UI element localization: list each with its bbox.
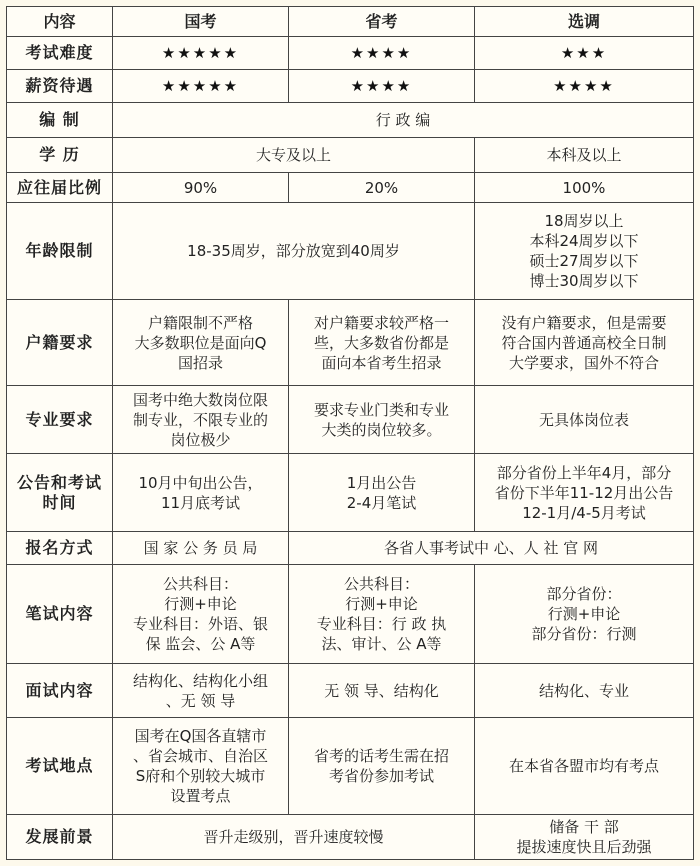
interview-xuandiao: 结构化、专业 — [475, 664, 694, 718]
ratio-row — [7, 173, 694, 203]
location-shengkao: 省考的话考生需在招 考省份参加考试 — [289, 718, 475, 815]
header-shengkao: 省考 — [289, 7, 475, 37]
registration-guokao: 国 家 公 务 员 局 — [113, 532, 289, 565]
hukou-guokao: 户籍限制不严格 大多数职位是面向Q 国招录 — [113, 300, 289, 386]
education-guokao-shengkao: 大专及以上 — [113, 138, 475, 173]
header-content: 内容 — [7, 7, 113, 37]
ratio-shengkao: 20% — [289, 173, 475, 203]
hukou-row — [7, 300, 694, 386]
written-xuandiao: 部分省份： 行测+申论 部分省份：行测 — [475, 565, 694, 664]
staffing-row — [7, 103, 694, 138]
salary-label: 薪资待遇 — [7, 70, 113, 103]
schedule-label: 公告和考试 时间 — [7, 454, 113, 532]
salary-row — [7, 70, 694, 103]
schedule-xuandiao: 部分省份上半年4月，部分 省份下半年11-12月出公告 12-1月/4-5月考试 — [475, 454, 694, 532]
hukou-label: 户籍要求 — [7, 300, 113, 386]
difficulty-label: 考试难度 — [7, 37, 113, 70]
schedule-guokao: 10月中旬出公告， 11月底考试 — [113, 454, 289, 532]
education-label: 学 历 — [7, 138, 113, 173]
major-xuandiao: 无具体岗位表 — [475, 386, 694, 454]
major-label: 专业要求 — [7, 386, 113, 454]
age-xuandiao: 18周岁以上 本科24周岁以下 硕士27周岁以下 博士30周岁以下 — [475, 203, 694, 300]
ratio-guokao: 90% — [113, 173, 289, 203]
header-row — [7, 7, 694, 37]
salary-xuandiao-stars: ★★★★ — [475, 70, 694, 103]
written-label: 笔试内容 — [7, 565, 113, 664]
written-shengkao: 公共科目： 行测+申论 专业科目：行 政 执 法、审计、公 A等 — [289, 565, 475, 664]
prospects-guokao-shengkao: 晋升走级别，晋升速度较慢 — [113, 815, 475, 860]
difficulty-xuandiao-stars: ★★★ — [475, 37, 694, 70]
major-guokao: 国考中绝大数岗位限 制专业，不限专业的 岗位极少 — [113, 386, 289, 454]
interview-label: 面试内容 — [7, 664, 113, 718]
written-guokao: 公共科目： 行测+申论 专业科目：外语、银 保 监会、公 A等 — [113, 565, 289, 664]
major-shengkao: 要求专业门类和专业 大类的岗位较多。 — [289, 386, 475, 454]
registration-shengkao-xuandiao: 各省人事考试中 心、人 社 官 网 — [289, 532, 694, 565]
age-guokao-shengkao: 18-35周岁，部分放宽到40周岁 — [113, 203, 475, 300]
prospects-xuandiao: 储备 干 部 提拔速度快且后劲强 — [475, 815, 694, 860]
education-row — [7, 138, 694, 173]
staffing-value: 行 政 编 — [113, 103, 694, 138]
salary-guokao-stars: ★★★★★ — [113, 70, 289, 103]
header-guokao: 国考 — [113, 7, 289, 37]
ratio-xuandiao: 100% — [475, 173, 694, 203]
hukou-xuandiao: 没有户籍要求，但是需要 符合国内普通高校全日制 大学要求，国外不符合 — [475, 300, 694, 386]
age-label: 年龄限制 — [7, 203, 113, 300]
difficulty-row — [7, 37, 694, 70]
registration-label: 报名方式 — [7, 532, 113, 565]
education-xuandiao: 本科及以上 — [475, 138, 694, 173]
hukou-shengkao: 对户籍要求较严格一 些，大多数省份都是 面向本省考生招录 — [289, 300, 475, 386]
schedule-row — [7, 454, 694, 532]
header-xuandiao: 选调 — [475, 7, 694, 37]
salary-shengkao-stars: ★★★★ — [289, 70, 475, 103]
staffing-label: 编 制 — [7, 103, 113, 138]
written-row — [7, 565, 694, 664]
location-row — [7, 718, 694, 815]
difficulty-shengkao-stars: ★★★★ — [289, 37, 475, 70]
schedule-shengkao: 1月出公告 2-4月笔试 — [289, 454, 475, 532]
registration-row — [7, 532, 694, 565]
prospects-row — [7, 815, 694, 860]
location-label: 考试地点 — [7, 718, 113, 815]
ratio-label: 应往届比例 — [7, 173, 113, 203]
major-row — [7, 386, 694, 454]
interview-shengkao: 无 领 导、结构化 — [289, 664, 475, 718]
age-row — [7, 203, 694, 300]
comparison-table — [6, 6, 694, 860]
interview-row — [7, 664, 694, 718]
location-guokao: 国考在Q国各直辖市 、省会城市、自治区 S府和个别较大城市 设置考点 — [113, 718, 289, 815]
interview-guokao: 结构化、结构化小组 、无 领 导 — [113, 664, 289, 718]
prospects-label: 发展前景 — [7, 815, 113, 860]
location-xuandiao: 在本省各盟市均有考点 — [475, 718, 694, 815]
difficulty-guokao-stars: ★★★★★ — [113, 37, 289, 70]
